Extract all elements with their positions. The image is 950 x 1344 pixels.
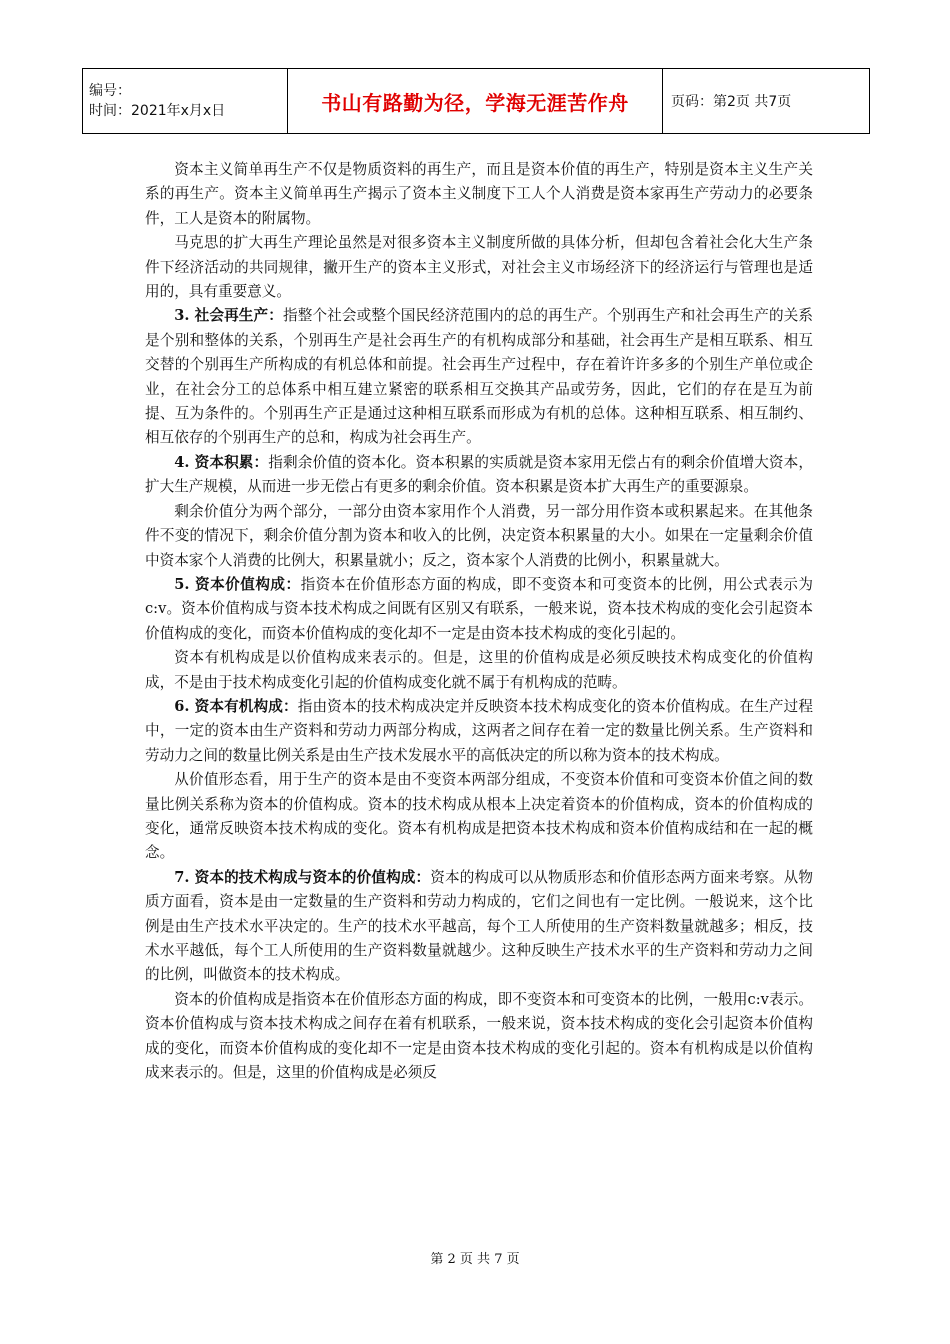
header-meta — [83, 69, 288, 134]
paragraph-text: 指由资本的技术构成决定并反映资本技术构成变化的资本价值构成。在生产过程中，一定的资本由生产资料和劳动力两部分构成，这两者之间存在着一定的数量比例关系。生产资料和劳动力之间的数量比例关系是由生产技术发展水平的高低决定的所以称为资本的技术构成。 — [145, 697, 813, 764]
paragraph — [145, 158, 813, 231]
paragraph-text: 马克思的扩大再生产理论虽然是对很多资本主义制度所做的具体分析，但却包含着社会化大生产条件下经济活动的共同规律，撇开生产的资本主义形式，对社会主义市场经济下的经济运行与管理也是适用的，具有重要意义。 — [145, 234, 813, 301]
code-label: 编号： — [89, 83, 131, 99]
page-footer: 第 2 页 共 7 页 — [430, 1252, 520, 1267]
paragraph-text: 资本主义简单再生产不仅是物质资料的再生产，而且是资本价值的再生产，特别是资本主义生产关系的再生产。资本主义简单再生产揭示了资本主义制度下工人个人消费是资本家再生产劳动力的必要条件，工人是资本的附属物。 — [145, 161, 813, 227]
term-heading: 3. 社会再生产： — [174, 307, 283, 325]
term-heading: 5. 资本价值构成： — [174, 575, 301, 593]
paragraph — [145, 451, 813, 500]
page-header — [82, 68, 870, 134]
paragraph — [145, 695, 813, 768]
paragraph-text: 指资本在价值形态方面的构成，即不变资本和可变资本的比例，用公式表示为c:v。资本价值构成与资本技术构成之间既有区别又有联系，一般来说，资本技术构成的变化会引起资本价值构成的变化，而资本价值构成的变化却不一定是由资本技术构成的变化引起的。 — [145, 575, 813, 642]
document-body — [145, 158, 813, 1085]
paragraph-text: 资本的构成可以从物质形态和价值形态两方面来考察。从物质方面看，资本是由一定数量的生产资料和劳动力构成的，它们之间也有一定比例。一般说来，这个比例是由生产技术水平决定的。生产的技术水平越高，每个工人所使用的生产资料数量就越多；相反，技术水平越低，每个工人所使用的生产资料数量就越少。这种反映生产技术水平的生产资料和劳动力之间的比例，叫做资本的技术构成。 — [145, 868, 813, 984]
term-heading: 6. 资本有机构成： — [174, 697, 298, 715]
date-label: 时间：2021年x月x日 — [89, 103, 226, 119]
paragraph — [145, 866, 813, 988]
paragraph — [145, 231, 813, 304]
motto: 书山有路勤为径，学海无涯苦作舟 — [288, 69, 663, 134]
paragraph-text: 资本有机构成是以价值构成来表示的。但是，这里的价值构成是必须反映技术构成变化的价值构成，不是由于技术构成变化引起的价值构成变化就不属于有机构成的范畴。 — [145, 649, 813, 691]
paragraph-text: 从价值形态看，用于生产的资本是由不变资本两部分组成，不变资本价值和可变资本价值之间的数量比例关系称为资本的价值构成。资本的技术构成从根本上决定着资本的价值构成，资本的价值构成的变化，通常反映资本技术构成的变化。资本有机构成是把资本技术构成和资本价值构成结和在一起的概念。 — [145, 771, 813, 862]
paragraph-text: 资本的价值构成是指资本在价值形态方面的构成，即不变资本和可变资本的比例，一般用c:v表示。资本价值构成与资本技术构成之间存在着有机联系，一般来说，资本技术构成的变化会引起资本价值构成的变化，而资本价值构成的变化却不一定是由资本技术构成的变化引起的。资本有机构成是以价值构成来表示的。但是，这里的价值构成是必须反 — [145, 990, 813, 1082]
term-heading: 4. 资本积累： — [174, 453, 269, 471]
paragraph — [145, 646, 813, 695]
paragraph-text: 指整个社会或整个国民经济范围内的总的再生产。个别再生产和社会再生产的关系是个别和整体的关系，个别再生产是社会再生产的有机构成部分和基础，社会再生产是相互联系、相互交替的个别再生产所构成的有机总体和前提。社会再生产过程中，存在着许许多多的个别生产单位或企业，在社会分工的总体系中相互建立紧密的联系相互交换其产品或劳务，因此，它们的存在是互为前提、互为条件的。个别再生产正是通过这种相互联系而形成为有机的总体。这种相互联系、相互制约、相互依存的个别再生产的总和，构成为社会再生产。 — [145, 307, 813, 447]
header-page-number: 页码：第2页 共7页 — [663, 69, 870, 134]
term-heading: 7. 资本的技术构成与资本的价值构成： — [174, 868, 431, 886]
paragraph — [145, 768, 813, 866]
paragraph — [145, 573, 813, 646]
paragraph-text: 剩余价值分为两个部分，一部分由资本家用作个人消费，另一部分用作资本或积累起来。在其他条件不变的情况下，剩余价值分割为资本和收入的比例，决定资本积累量的大小。如果在一定量剩余价值中资本家个人消费的比例大，积累量就小；反之，资本家个人消费的比例小，积累量就大。 — [145, 502, 813, 569]
paragraph-text: 指剩余价值的资本化。资本积累的实质就是资本家用无偿占有的剩余价值增大资本，扩大生产规模，从而进一步无偿占有更多的剩余价值。资本积累是资本扩大再生产的重要源泉。 — [145, 453, 813, 496]
paragraph — [145, 988, 813, 1086]
paragraph — [145, 500, 813, 573]
paragraph — [145, 304, 813, 450]
